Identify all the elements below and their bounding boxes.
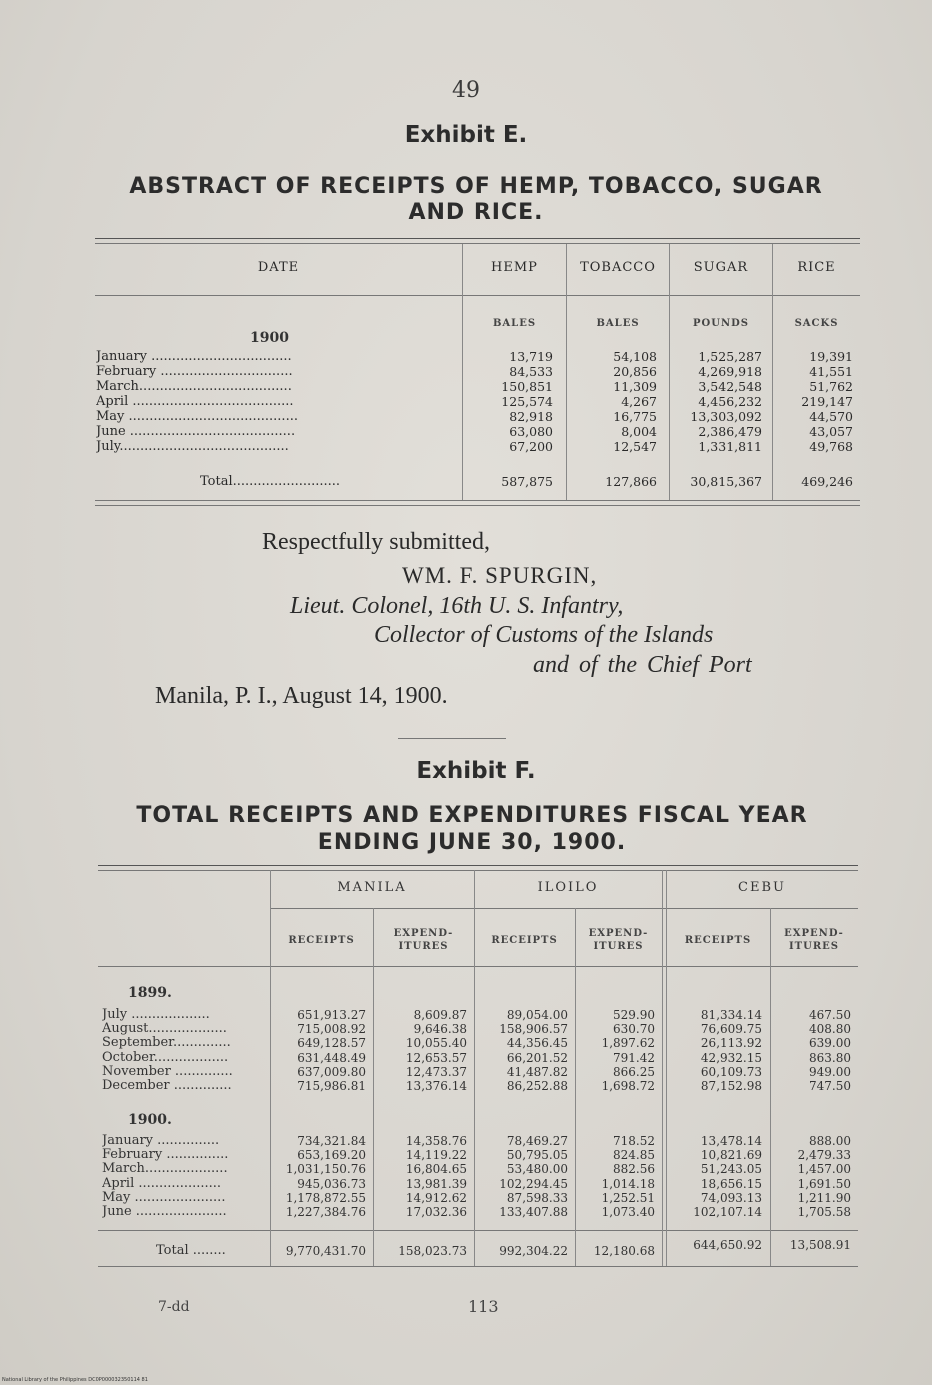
- cebu-expend-1900: 888.00 2,479.33 1,457.00 1,691.50 1,211.90 1,705.58: [797, 1134, 851, 1220]
- total-cebu-expend: 13,508.91: [789, 1238, 851, 1252]
- total-label-e: Total..........................: [200, 474, 341, 489]
- exhibit-e-title: Exhibit E.: [404, 122, 528, 148]
- iloilo-receipts-1900: 78,469.27 50,795.05 53,480.00 102,294.45 87,598.33 133,407.88: [499, 1134, 568, 1220]
- month-labels: January .................................. February ................................ March..................................... April ....................................... May ......................................... June ........................................ July.........................................: [96, 349, 298, 454]
- rice-values: 19,391 41,551 51,762 219,147 44,570 43,057 49,768: [801, 349, 853, 454]
- exhibit-f-heading-line2: ENDING JUNE 30, 1900.: [317, 830, 627, 855]
- cebu-receipts-1900: 13,478.14 10,821.69 51,243.05 18,656.15 74,093.13 102,107.14: [693, 1134, 762, 1220]
- footer-signature-mark: 7-dd: [158, 1299, 190, 1315]
- total-rice: 469,246: [801, 474, 853, 489]
- sub-iloilo-expend: EXPEND- ITURES: [588, 928, 649, 952]
- page-number: 49: [452, 78, 480, 103]
- sub-cebu-expend: EXPEND- ITURES: [784, 928, 844, 952]
- footer-page-number: 113: [468, 1297, 499, 1316]
- sub-iloilo-receipts: RECEIPTS: [491, 935, 558, 946]
- group-iloilo: ILOILO: [537, 880, 599, 895]
- sub-manila-expend: EXPEND- ITURES: [393, 928, 454, 952]
- total-tobacco: 127,866: [605, 474, 657, 489]
- year-label-1900: 1900: [250, 330, 289, 346]
- col-header-sugar: SUGAR: [693, 260, 749, 275]
- total-iloilo-expend: 12,180.68: [593, 1244, 655, 1258]
- sugar-values: 1,525,287 4,269,918 3,542,548 4,456,232 13,303,092 2,386,479 1,331,811: [690, 349, 762, 454]
- sub-manila-receipts: RECEIPTS: [288, 935, 355, 946]
- months-1899: July ................... August................... September.............. October.................. November .............. December ..............: [102, 1008, 233, 1094]
- tobacco-values: 54,108 20,856 11,309 4,267 16,775 8,004 12,547: [613, 349, 657, 454]
- iloilo-expend-1899: 529.90 630.70 1,897.62 791.42 866.25 1,698.72: [601, 1008, 655, 1094]
- cebu-receipts-1899: 81,334.14 76,609.75 26,113.92 42,932.15 60,109.73 87,152.98: [700, 1008, 762, 1094]
- year-label-1899: 1899.: [128, 985, 172, 1001]
- manila-expend-1900: 14,358.76 14,119.22 16,804.65 13,981.39 14,912.62 17,032.36: [405, 1134, 467, 1220]
- exhibit-e-heading-line1: ABSTRACT OF RECEIPTS OF HEMP, TOBACCO, SUGAR: [129, 174, 823, 199]
- iloilo-receipts-1899: 89,054.00 158,906.57 44,356.45 66,201.52 41,487.82 86,252.88: [499, 1008, 568, 1094]
- cebu-expend-1899: 467.50 408.80 639.00 863.80 949.00 747.50: [809, 1008, 851, 1094]
- hemp-values: 13,719 84,533 150,851 125,574 82,918 63,080 67,200: [501, 349, 553, 454]
- sig-respectfully: Respectfully submitted,: [262, 529, 490, 555]
- total-sugar: 30,815,367: [690, 474, 762, 489]
- sig-title2: and of the Chief Port: [533, 652, 752, 678]
- sig-name: WM. F. SPURGIN,: [402, 563, 598, 588]
- total-cebu-receipts: 644,650.92: [693, 1238, 762, 1252]
- col-header-hemp: HEMP: [491, 260, 538, 275]
- year-label-1900-f: 1900.: [128, 1112, 172, 1128]
- total-hemp: 587,875: [501, 474, 553, 489]
- unit-sugar: POUNDS: [693, 318, 749, 329]
- manila-receipts-1900: 734,321.84 653,169.20 1,031,150.76 945,036.73 1,178,872.55 1,227,384.76: [285, 1134, 366, 1220]
- sig-title: Collector of Customs of the Islands: [374, 622, 714, 648]
- exhibit-f-heading-line1: TOTAL RECEIPTS AND EXPENDITURES FISCAL YEAR: [136, 803, 808, 828]
- unit-rice: SACKS: [794, 318, 839, 329]
- col-header-tobacco: TOBACCO: [580, 260, 656, 275]
- total-iloilo-receipts: 992,304.22: [499, 1244, 568, 1258]
- total-manila-expend: 158,023.73: [398, 1244, 467, 1258]
- exhibit-e-heading-line2: AND RICE.: [408, 200, 544, 225]
- unit-hemp: BALES: [492, 318, 537, 329]
- unit-tobacco: BALES: [596, 318, 640, 329]
- exhibit-f-title: Exhibit F.: [416, 758, 536, 784]
- sub-cebu-receipts: RECEIPTS: [684, 935, 752, 946]
- sig-place-date: Manila, P. I., August 14, 1900.: [155, 683, 448, 709]
- group-manila: MANILA: [337, 880, 407, 895]
- manila-receipts-1899: 651,913.27 715,008.92 649,128.57 631,448.49 637,009.80 715,986.81: [297, 1008, 366, 1094]
- col-header-date: DATE: [257, 260, 300, 275]
- group-cebu: CEBU: [738, 880, 786, 895]
- total-manila-receipts: 9,770,431.70: [285, 1244, 366, 1258]
- col-header-rice: RICE: [797, 260, 836, 275]
- total-label-f: Total ........: [156, 1244, 226, 1258]
- iloilo-expend-1900: 718.52 824.85 882.56 1,014.18 1,252.51 1,073.40: [601, 1134, 655, 1220]
- sig-rank: Lieut. Colonel, 16th U. S. Infantry,: [290, 593, 624, 619]
- manila-expend-1899: 8,609.87 9,646.38 10,055.40 12,653.57 12,473.37 13,376.14: [405, 1008, 467, 1094]
- archive-watermark: National Library of the Philippines DC0P000032350114 81: [2, 1377, 148, 1383]
- months-1900: January ............... February ............... March.................... April .................... May ...................... June ......................: [102, 1134, 229, 1220]
